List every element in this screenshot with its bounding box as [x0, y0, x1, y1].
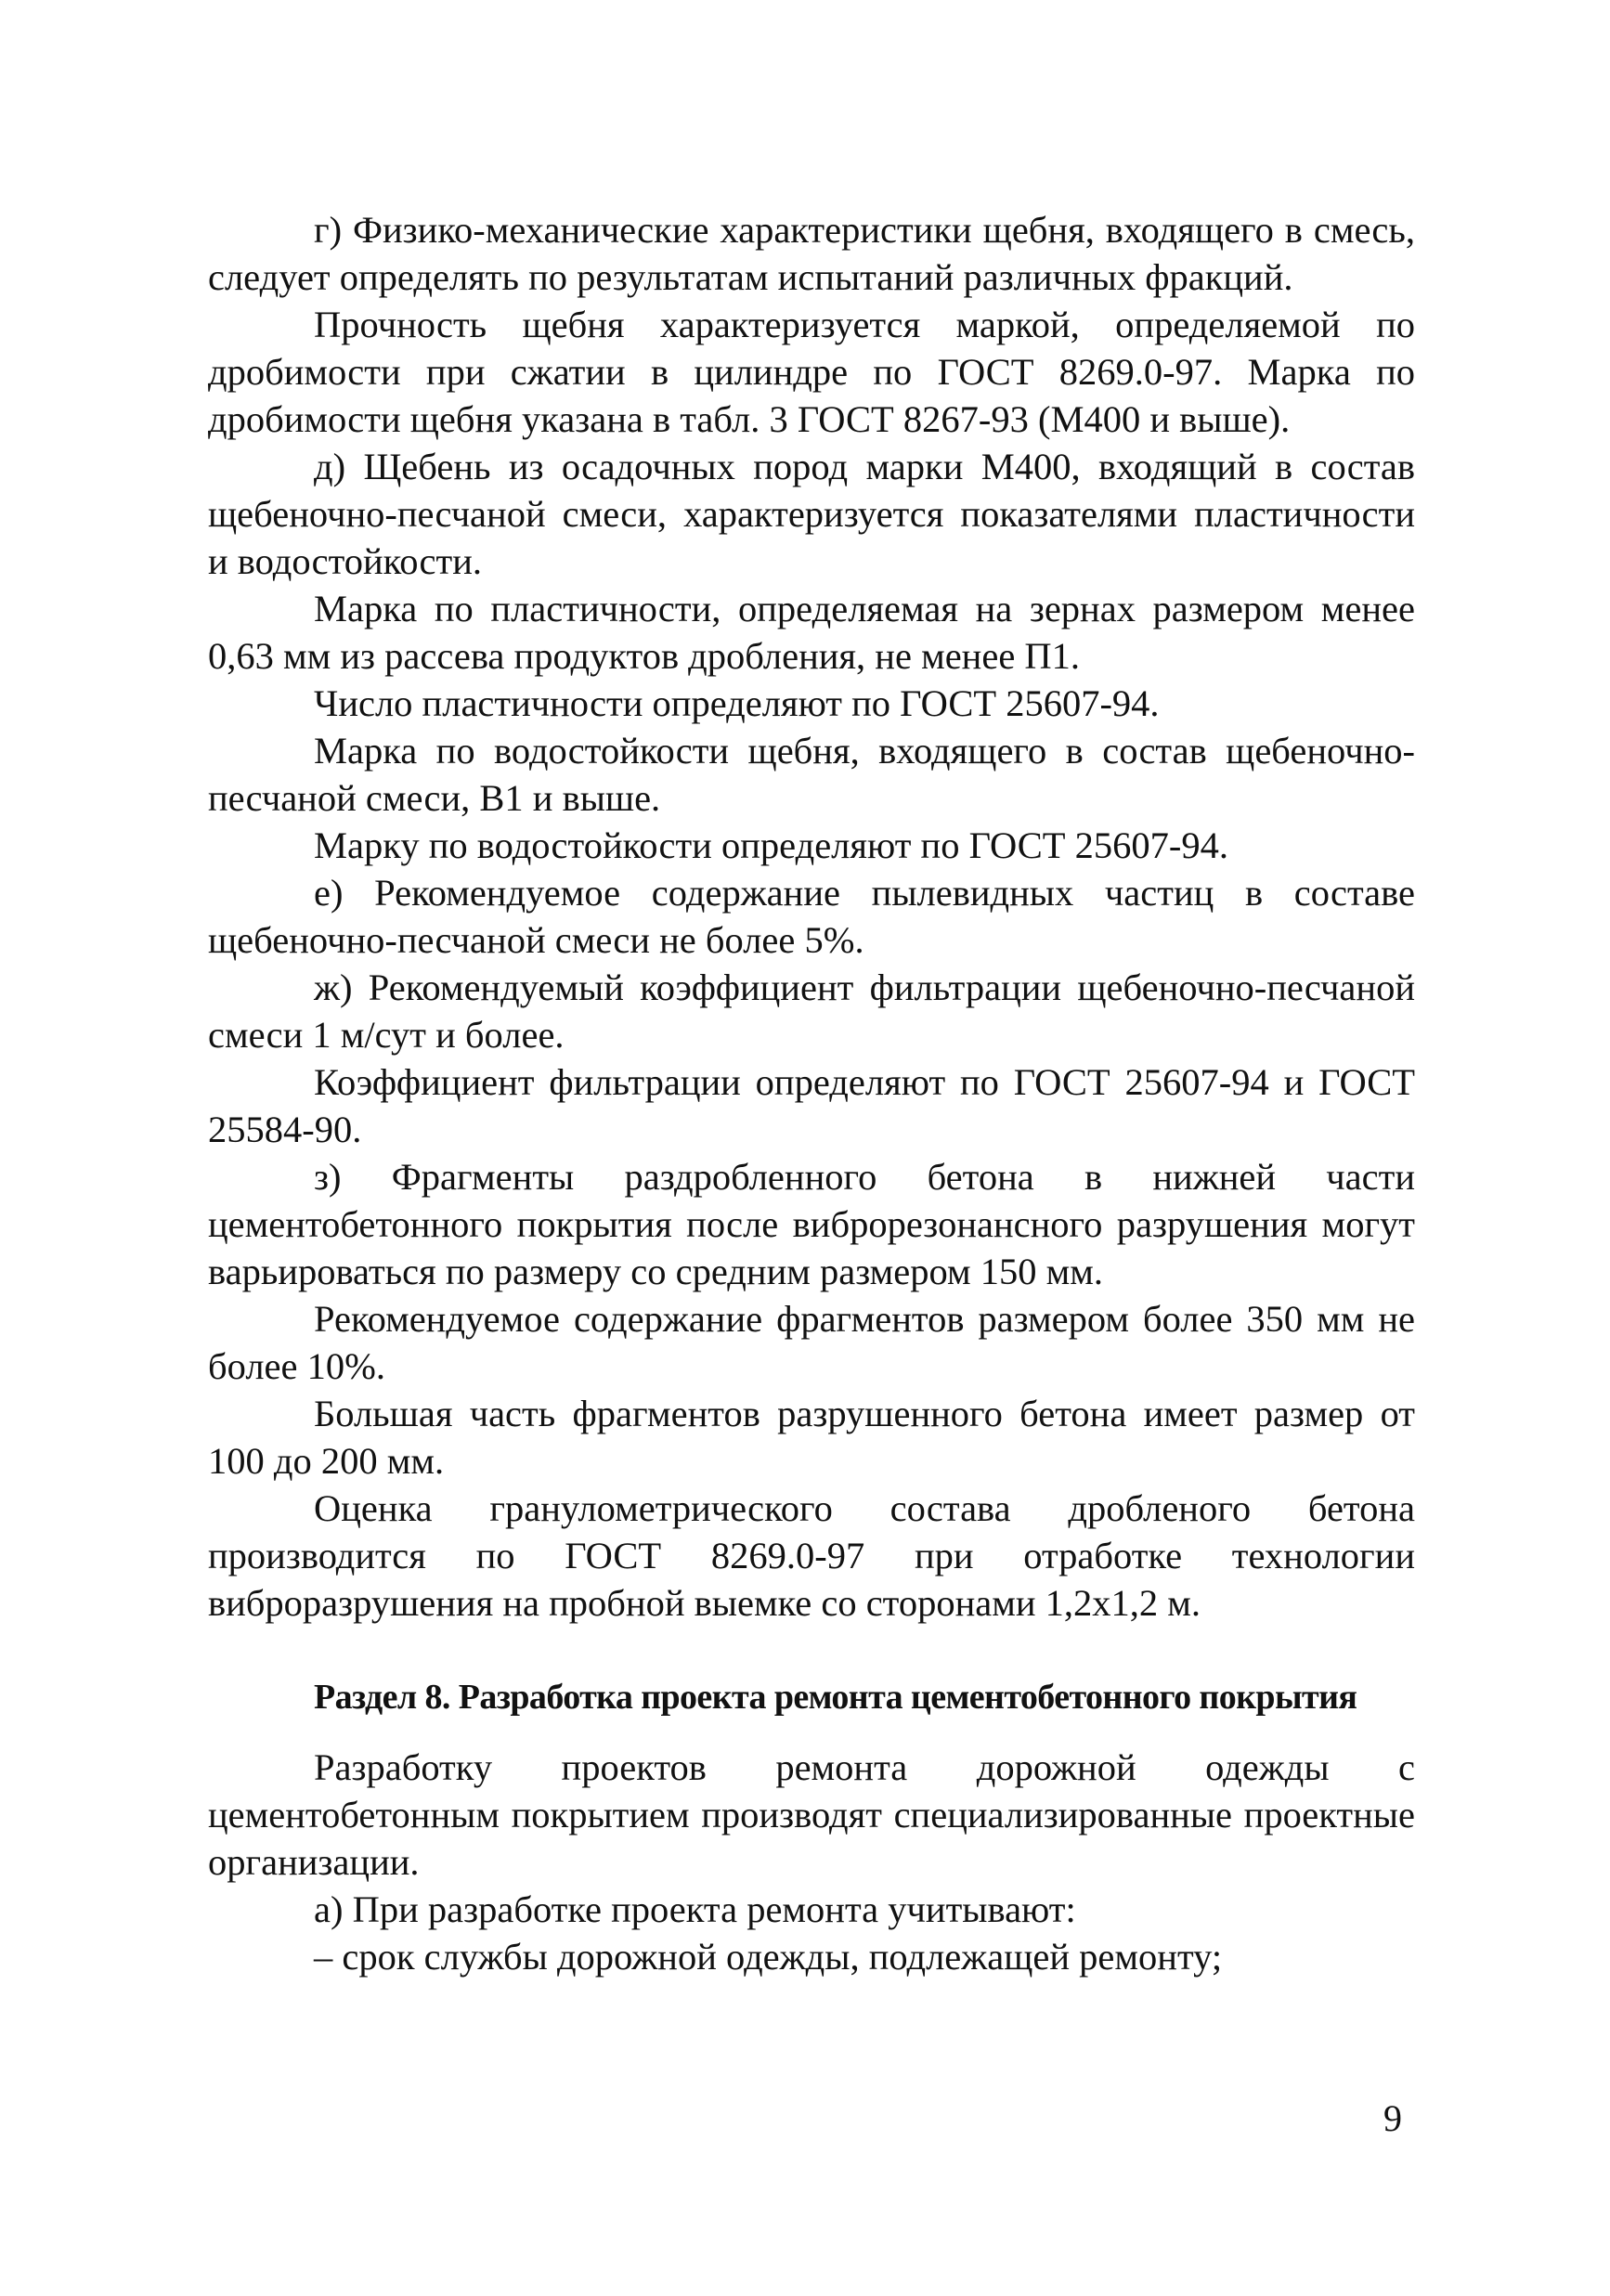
paragraph-granulometric-assessment: Оценка гранулометрического состава дробленого бетона производится по ГОСТ 8269.0-97 при отработке технологии виброразрушения на пробной выемке со сторонами 1,2х1,2 м.	[208, 1487, 1415, 1624]
paragraph-filtration-coefficient: ж) Рекомендуемый коэффициент фильтрации щебеночно-песчаной смеси 1 м/сут и более.	[208, 966, 1415, 1056]
paragraph-concrete-fragments: з) Фрагменты раздробленного бетона в нижней части цементобетонного покрытия после виброрезонансного разрушения могут варьироваться по размеру со средним размером 150 мм.	[208, 1156, 1415, 1292]
paragraph-fragment-content: Рекомендуемое содержание фрагментов размером более 350 мм не более 10%.	[208, 1298, 1415, 1387]
paragraph-strength-grade: Прочность щебня характеризуется маркой, определяемой по дробимости при сжатии в цилиндре по ГОСТ 8269.0-97. Марка по дробимости щебня указана в табл. 3 ГОСТ 8267-93 (М400 и выше).	[208, 304, 1415, 440]
section-heading: Раздел 8. Разработка проекта ремонта цементобетонного покрытия	[314, 1678, 1357, 1717]
paragraph-repair-considerations: а) При разработке проекта ремонта учитывают:	[314, 1888, 1076, 1930]
paragraph-water-resistance-grade: Марка по водостойкости щебня, входящего в состав щебеночно-песчаной смеси, В1 и выше.	[208, 730, 1415, 819]
paragraph-dust-content: е) Рекомендуемое содержание пылевидных частиц в составе щебеночно-песчаной смеси не более 5%.	[208, 872, 1415, 961]
page-number: 9	[1383, 2097, 1402, 2139]
paragraph-filtration-method: Коэффициент фильтрации определяют по ГОСТ 25607-94 и ГОСТ 25584-90.	[208, 1061, 1415, 1150]
paragraph-crushed-stone-properties: г) Физико-механические характеристики щебня, входящего в смесь, следует определять по результатам испытаний различных фракций.	[208, 209, 1415, 298]
paragraph-plasticity-number: Число пластичности определяют по ГОСТ 25607-94.	[314, 682, 1160, 724]
paragraph-water-resistance-method: Марку по водостойкости определяют по ГОСТ 25607-94.	[314, 824, 1228, 866]
paragraph-fragment-size: Большая часть фрагментов разрушенного бетона имеет размер от 100 до 200 мм.	[208, 1393, 1415, 1482]
list-item-service-life: – срок службы дорожной одежды, подлежащей ремонту;	[314, 1936, 1223, 1978]
document-body	[208, 206, 1415, 1980]
paragraph-repair-projects: Разработку проектов ремонта дорожной одежды с цементобетонным покрытием производят специализированные проектные организации.	[208, 1746, 1415, 1883]
paragraph-plasticity-grade: Марка по пластичности, определяемая на зернах размером менее 0,63 мм из рассева продуктов дробления, не менее П1.	[208, 588, 1415, 677]
paragraph-sedimentary-stone: д) Щебень из осадочных пород марки М400, входящий в состав щебеночно-песчаной смеси, характеризуется показателями пластичности и водостойкости.	[208, 446, 1415, 582]
